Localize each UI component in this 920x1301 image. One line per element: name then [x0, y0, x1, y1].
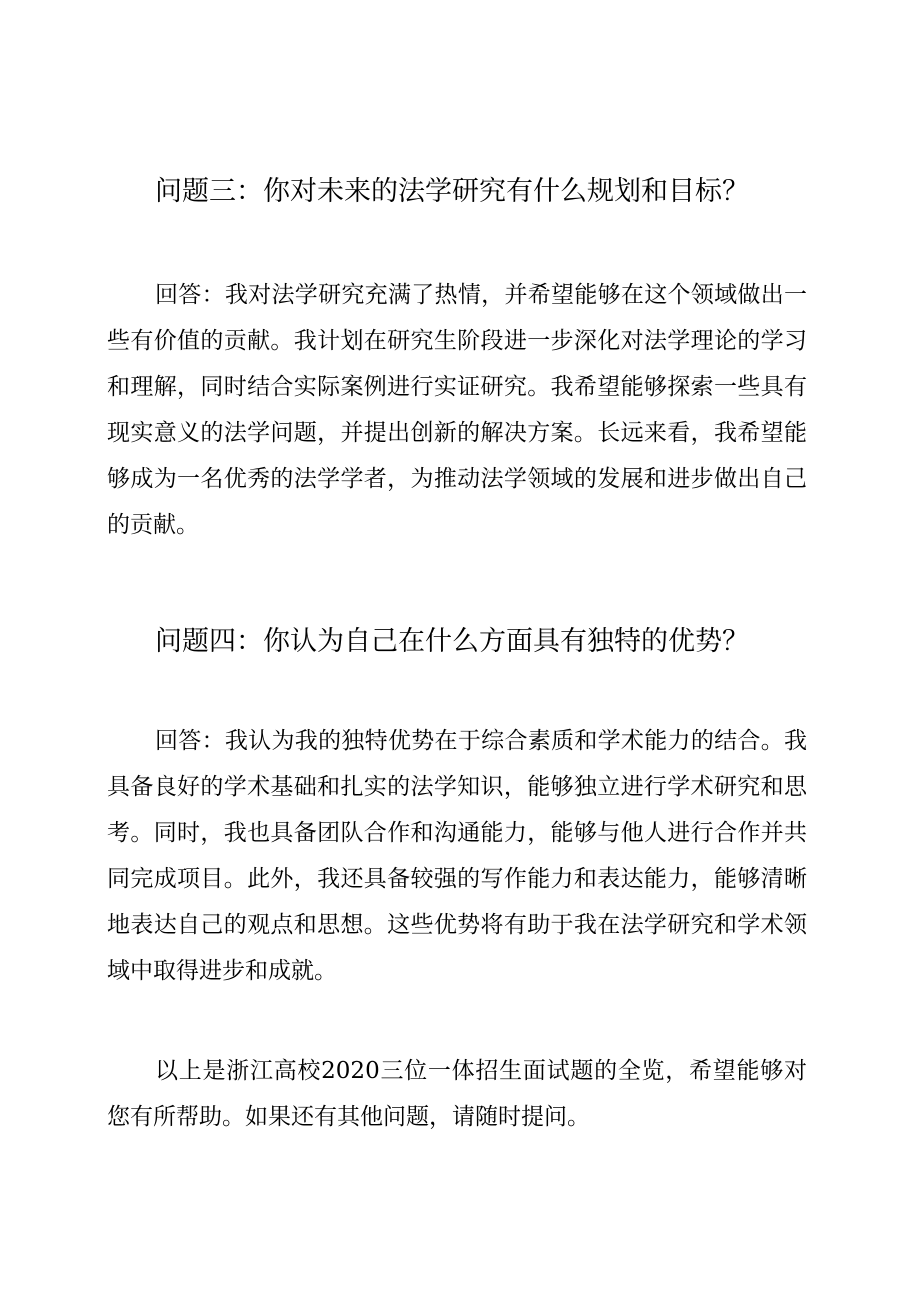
question-four-answer: 回答：我认为我的独特优势在于综合素质和学术能力的结合。我具备良好的学术基础和扎实的法学知识，能够独立进行学术研究和思考。同时，我也具备团队合作和沟通能力，能够与他人进行合作并共同完成项目。此外，我还具备较强的写作能力和表达能力，能够清晰地表达自己的观点和思想。这些优势将有助于我在法学研究和学术领域中取得进步和成就。 — [107, 728, 807, 984]
question-four-heading: 问题四：你认为自己在什么方面具有独特的优势？ — [155, 626, 749, 657]
question-three-heading: 问题三：你对未来的法学研究有什么规划和目标？ — [155, 176, 749, 207]
closing-paragraph: 以上是浙江高校2020三位一体招生面试题的全览，希望能够对您有所帮助。如果还有其他问题，请随时提问。 — [107, 1058, 807, 1130]
question-three-answer: 回答：我对法学研究充满了热情，并希望能够在这个领域做出一些有价值的贡献。我计划在研究生阶段进一步深化对法学理论的学习和理解，同时结合实际案例进行实证研究。我希望能够探索一些具有现实意义的法学问题，并提出创新的解决方案。长远来看，我希望能够成为一名优秀的法学学者，为推动法学领域的发展和进步做出自己的贡献。 — [107, 282, 807, 538]
